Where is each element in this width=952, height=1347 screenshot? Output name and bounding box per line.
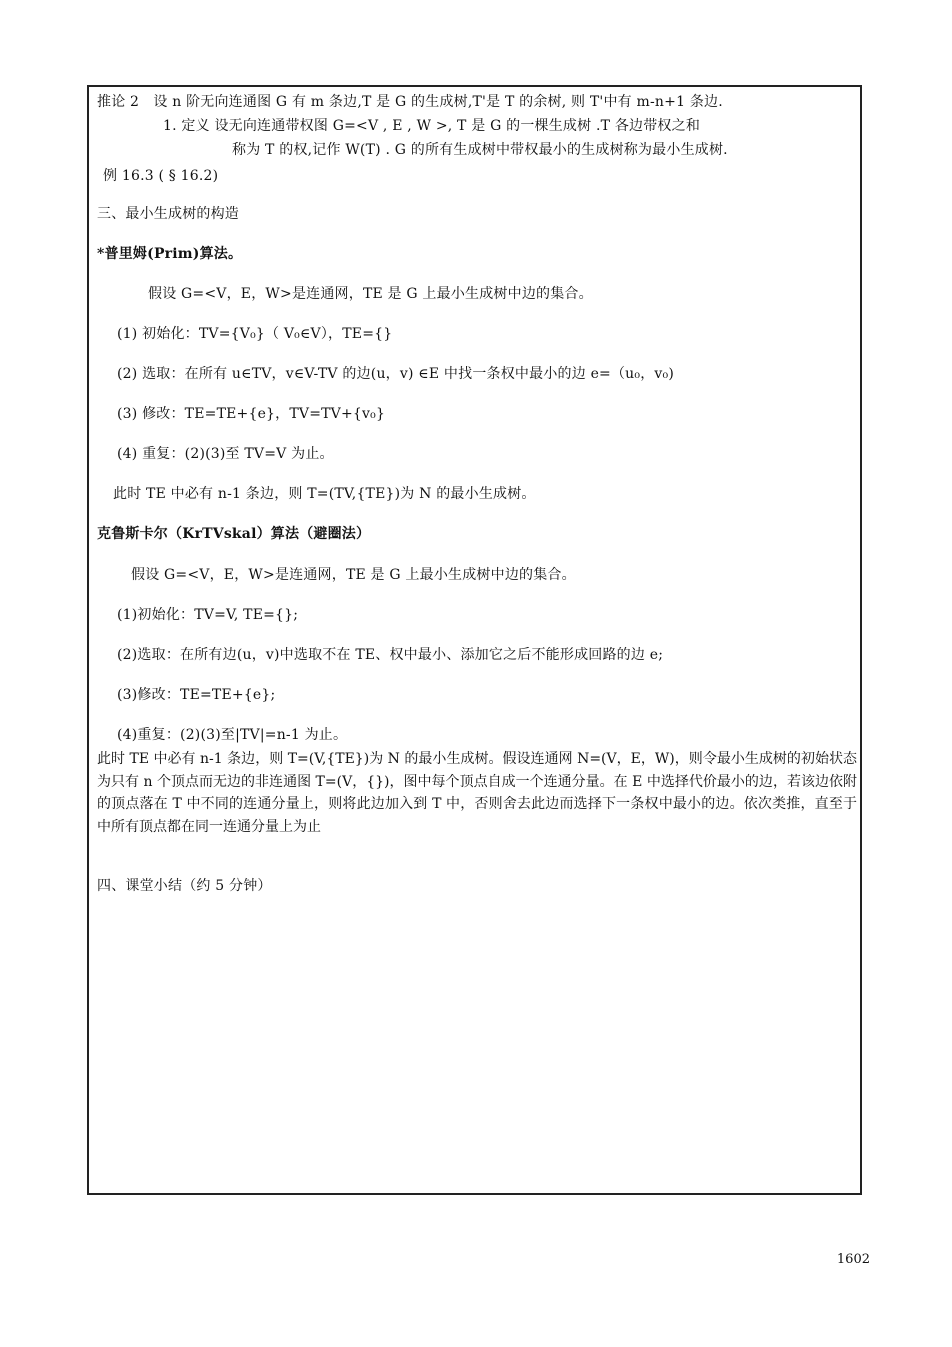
definition-line-1: 1. 定义 设无向连通带权图 G=<V , E , W >, T 是 G 的一棵生成树 .T 各边带权之和	[163, 118, 701, 134]
prim-step-2: (2) 选取：在所有 u∈TV，v∈V-TV 的边(u，v) ∈E 中找一条权中最小的边 e=（u₀，v₀)	[117, 366, 674, 382]
kruskal-step-2: (2)选取：在所有边(u，v)中选取不在 TE、权中最小、添加它之后不能形成回路的边 e;	[117, 647, 664, 663]
page-number: 1602	[836, 1252, 870, 1267]
prim-title: *普里姆(Prim)算法。	[97, 246, 243, 262]
section-3-title: 三、最小生成树的构造	[97, 206, 239, 222]
kruskal-step-4: (4)重复：(2)(3)至|TV|=n-1 为止。	[117, 727, 348, 743]
prim-step-4: (4) 重复：(2)(3)至 TV=V 为止。	[117, 446, 334, 462]
kruskal-paragraph: 此时 TE 中必有 n-1 条边，则 T=(V,{TE})为 N 的最小生成树。假设连通网 N=(V，E，W)，则令最小生成树的初始状态为只有 n 个顶点而无边的非连通图 T=(V，{})，图中每个顶点自成一个连通分量。在 E 中选择代价最小的边，若该边依附的顶点落在 T 中不同的连通分量上，则将此边加入到 T 中，否则舍去此边而选择下一条权中最小的边。依次类推，直至于中所有顶点都在同一连通分量上为止	[97, 751, 857, 835]
prim-step-3: (3) 修改：TE=TE+{e}，TV=TV+{v₀}	[117, 406, 386, 422]
corollary-text: 推论 2 设 n 阶无向连通图 G 有 m 条边,T 是 G 的生成树,T'是 T 的余树, 则 T'中有 m-n+1 条边.	[97, 94, 723, 110]
example-ref: 例 16.3 ( § 16.2)	[103, 168, 219, 184]
prim-result: 此时 TE 中必有 n-1 条边，则 T=(TV,{TE})为 N 的最小生成树。	[113, 486, 536, 502]
section-4-title: 四、课堂小结（约 5 分钟）	[97, 878, 272, 894]
prim-assumption: 假设 G=<V，E，W>是连通网，TE 是 G 上最小生成树中边的集合。	[148, 286, 593, 302]
kruskal-step-3: (3)修改：TE=TE+{e};	[117, 687, 276, 703]
kruskal-assumption: 假设 G=<V，E，W>是连通网，TE 是 G 上最小生成树中边的集合。	[131, 567, 576, 583]
prim-step-1: (1) 初始化：TV={V₀}（ V₀∈V），TE={}	[117, 326, 393, 342]
kruskal-step-1: (1)初始化：TV=V, TE={};	[117, 607, 299, 623]
definition-line-2: 称为 T 的权,记作 W(T) . G 的所有生成树中带权最小的生成树称为最小生成树.	[232, 142, 728, 158]
kruskal-title: 克鲁斯卡尔（KrTVskal）算法（避圈法）	[97, 526, 371, 542]
